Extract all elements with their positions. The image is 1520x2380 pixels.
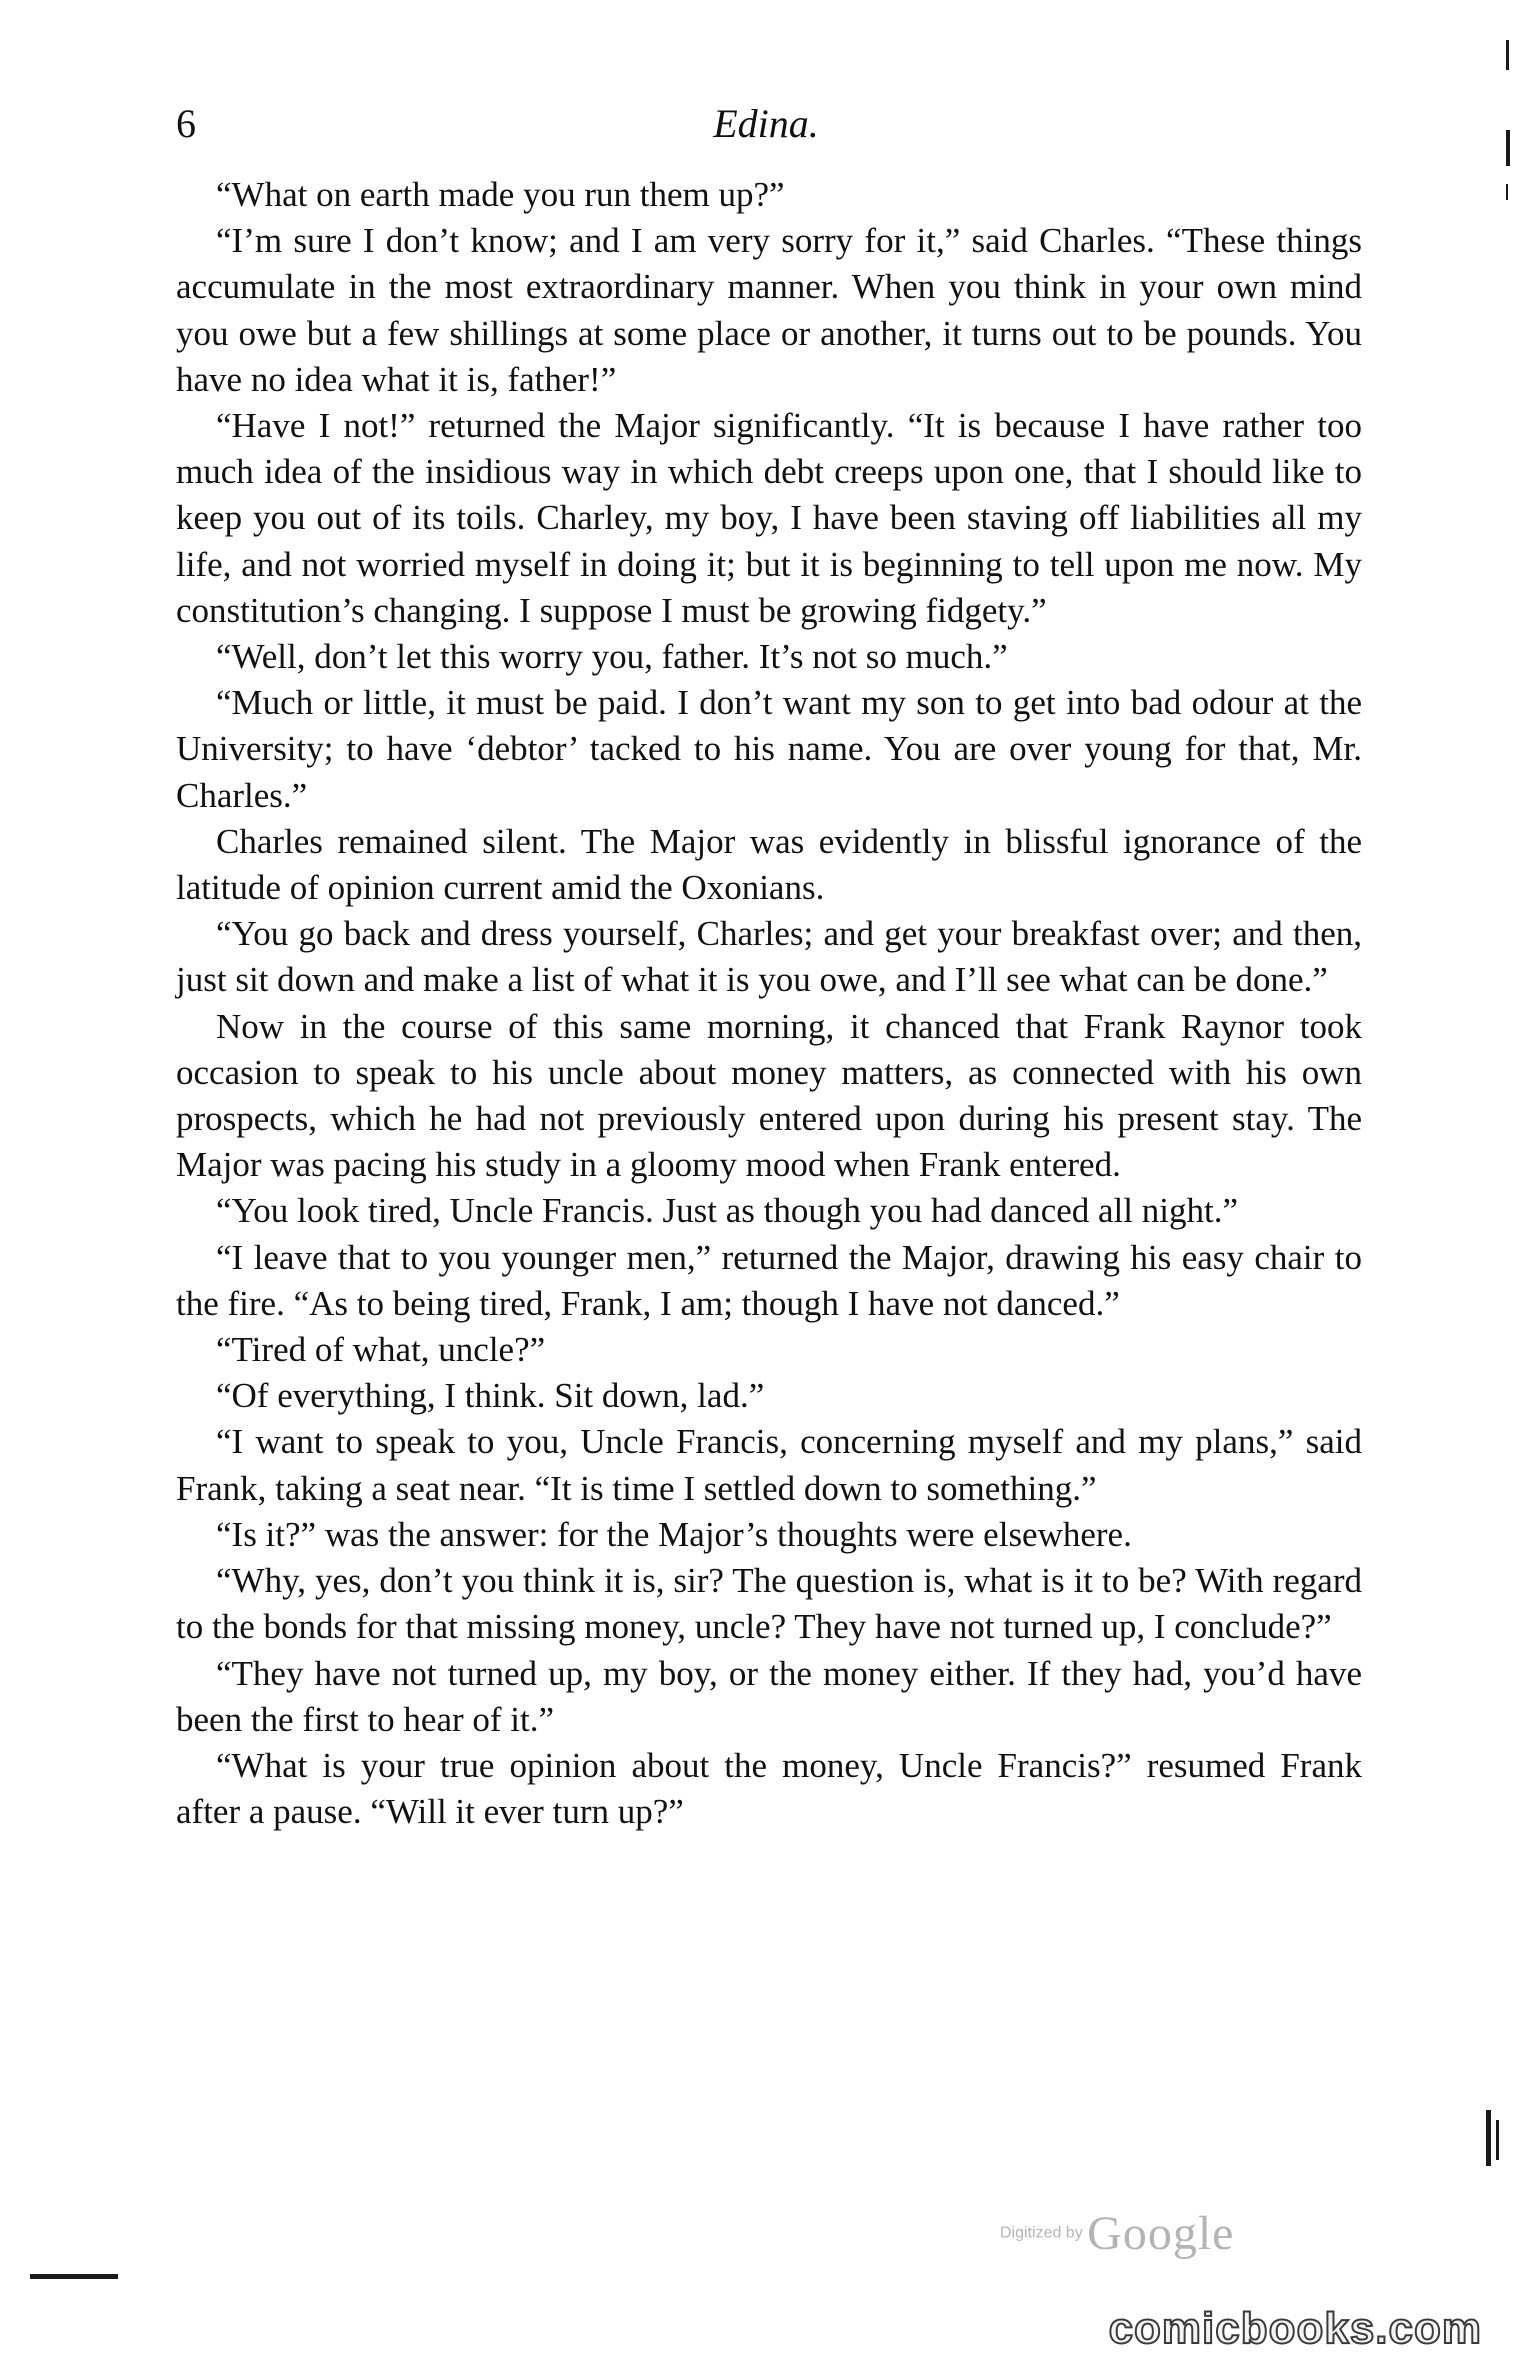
paragraph: “What on earth made you run them up?” xyxy=(216,175,785,214)
page-number: 6 xyxy=(176,101,196,146)
page-header xyxy=(176,100,1356,150)
paragraph: “Much or little, it must be paid. I don’t want my son to get into bad odour at the University; to have ‘debtor’ tacked to his name. You are over young for that, Mr. Charles.” xyxy=(176,683,1362,815)
paragraph: “Have I not!” returned the Major significantly. “It is because I have rather too much idea of the insidious way in which debt creeps upon one, that I should like to keep you out of its toils. Charley, my boy, I have been staving off liabilities all my life, and not worried myself in doing it; but it is beginning to tell upon me now. My constitution’s changing. I suppose I must be growing fidgety.” xyxy=(176,406,1362,630)
running-title: Edina. xyxy=(713,101,819,146)
binding-edge-mark xyxy=(1496,2120,1499,2160)
paragraph: “Well, don’t let this worry you, father. It’s not so much.” xyxy=(216,637,1008,677)
digitized-by-watermark xyxy=(1000,2206,1234,2262)
paragraph: “You go back and dress yourself, Charles; and get your breakfast over; and then, just sit down and make a list of what it is you owe, and I’ll see what can be done.” xyxy=(176,914,1362,1000)
paragraph: Now in the course of this same morning, it chanced that Frank Raynor took occasion to speak to his uncle about money matters, as connected with his own prospects, which he had not previously entered upon during his present stay. The Major was pacing his study in a gloomy mood when Frank entered. xyxy=(176,1006,1362,1185)
paragraph: “I want to speak to you, Uncle Francis, concerning myself and my plans,” said Frank, taking a seat near. “It is time I settled down to something.” xyxy=(176,1422,1362,1508)
paragraph: “I leave that to you younger men,” returned the Major, drawing his easy chair to the fire. “As to being tired, Frank, I am; though I have not danced.” xyxy=(176,1237,1362,1323)
binding-edge-mark xyxy=(30,2274,118,2279)
paragraph: “Why, yes, don’t you think it is, sir? The question is, what is it to be? With regard to the bonds for that missing money, uncle? They have not turned up, I conclude?” xyxy=(176,1561,1362,1647)
watermark-prefix: Digitized by xyxy=(1000,2224,1083,2242)
paragraph: “They have not turned up, my boy, or the money either. If they had, you’d have been the first to hear of it.” xyxy=(176,1653,1362,1739)
paragraph: “What is your true opinion about the money, Uncle Francis?” resumed Frank after a pause. “Will it ever turn up?” xyxy=(176,1745,1362,1832)
paragraph: “I’m sure I don’t know; and I am very sorry for it,” said Charles. “These things accumulate in the most extraordinary manner. When you think in your own mind you owe but a few shillings at some place or another, it turns out to be pounds. You have no idea what it is, father!” xyxy=(176,221,1362,399)
body-text xyxy=(176,172,1362,1835)
binding-edge-mark xyxy=(1506,184,1508,200)
paragraph: “Of everything, I think. Sit down, lad.” xyxy=(216,1376,765,1416)
paragraph: “You look tired, Uncle Francis. Just as though you had danced all night.” xyxy=(216,1191,1238,1231)
paragraph: Charles remained silent. The Major was evidently in blissful ignorance of the latitude of opinion current amid the Oxonians. xyxy=(176,821,1362,908)
paragraph: “Is it?” was the answer: for the Major’s thoughts were elsewhere. xyxy=(216,1514,1132,1554)
site-watermark: comicbooks.com xyxy=(1108,2304,1482,2353)
binding-edge-mark xyxy=(1486,2110,1491,2166)
watermark-brand: Google xyxy=(1087,2207,1235,2260)
paragraph: “Tired of what, uncle?” xyxy=(216,1330,546,1370)
binding-edge-mark xyxy=(1506,40,1509,70)
binding-edge-mark xyxy=(1506,130,1510,166)
